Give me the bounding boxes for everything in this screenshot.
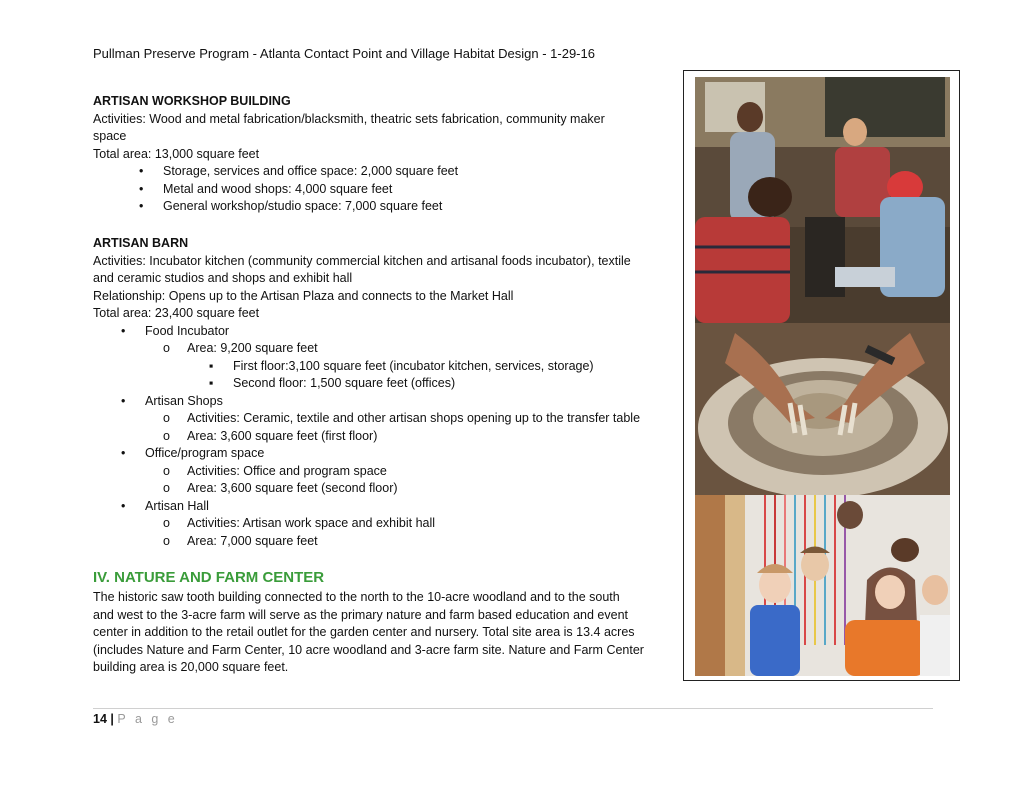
nature-heading: IV. NATURE AND FARM CENTER xyxy=(93,569,325,586)
list-item: • Office/program space xyxy=(121,446,265,460)
paragraph-line: building area is 20,000 square feet. xyxy=(93,660,289,674)
list-item: • Food Incubator xyxy=(121,323,230,338)
list-item: ▪ Second floor: 1,500 square feet (offices) xyxy=(209,376,456,390)
barn-heading: ARTISAN BARN xyxy=(93,236,189,250)
list-item: • General workshop/studio space: 7,000 square feet xyxy=(139,199,443,213)
page-number: 14 xyxy=(93,712,107,726)
footer-separator: | xyxy=(110,712,114,726)
paragraph-line: center in addition to the retail outlet for the garden center and nursery. Total site area is 13.4 acres xyxy=(93,625,635,639)
workshop-section xyxy=(93,93,605,216)
workshop-photo xyxy=(695,77,950,323)
barn-activities-cont: and ceramic studios and shops and exhibit hall xyxy=(93,271,353,285)
paragraph-line: The historic saw tooth building connected to the north to the 10-acre woodland and to the south xyxy=(93,590,620,604)
list-item: o Area: 3,600 square feet (second floor) xyxy=(163,481,398,495)
pottery-photo xyxy=(695,323,950,495)
list-item: • Metal and wood shops: 4,000 square feet xyxy=(139,181,393,196)
page-footer xyxy=(93,712,178,726)
list-item: ▪ First floor:3,100 square feet (incubator kitchen, services, storage) xyxy=(209,358,594,373)
footer-divider xyxy=(93,708,933,709)
document-header: Pullman Preserve Program - Atlanta Contact Point and Village Habitat Design - 1-29-16 xyxy=(93,46,595,61)
list-item: o Area: 7,000 square feet xyxy=(163,533,318,548)
barn-section xyxy=(93,235,640,550)
list-item: • Artisan Shops xyxy=(121,393,223,408)
list-item: o Activities: Office and program space xyxy=(163,463,387,478)
list-item: o Area: 9,200 square feet xyxy=(163,341,318,355)
list-item: o Area: 3,600 square feet (first floor) xyxy=(163,428,378,443)
list-item: • Storage, services and office space: 2,000 square feet xyxy=(139,164,459,178)
list-item: o Activities: Artisan work space and exhibit hall xyxy=(163,516,436,530)
paragraph-line: (includes Nature and Farm Center, 10 acre woodland and 3-acre farm site. Nature and Farm Center xyxy=(93,642,644,657)
paragraph-line: and west to the 3-acre farm will serve as the primary nature and farm based education and event xyxy=(93,607,629,622)
list-item: o Activities: Ceramic, textile and other artisan shops opening up to the transfer table xyxy=(163,411,641,425)
barn-activities: Activities: Incubator kitchen (community commercial kitchen and artisanal foods incubator), textile xyxy=(93,253,631,268)
list-item: • Artisan Hall xyxy=(121,498,209,513)
workshop-total-area: Total area: 13,000 square feet xyxy=(93,146,260,161)
nature-paragraph xyxy=(93,589,644,677)
workshop-activities-cont: space xyxy=(93,129,127,143)
workshop-heading: ARTISAN WORKSHOP BUILDING xyxy=(93,94,291,108)
workshop-activities: Activities: Wood and metal fabrication/blacksmith, theatric sets fabrication, community maker xyxy=(93,111,605,126)
page-label: P a g e xyxy=(117,712,178,726)
weaving-photo xyxy=(695,495,950,676)
barn-relationship: Relationship: Opens up to the Artisan Plaza and connects to the Market Hall xyxy=(93,288,514,303)
barn-total-area: Total area: 23,400 square feet xyxy=(93,306,260,320)
